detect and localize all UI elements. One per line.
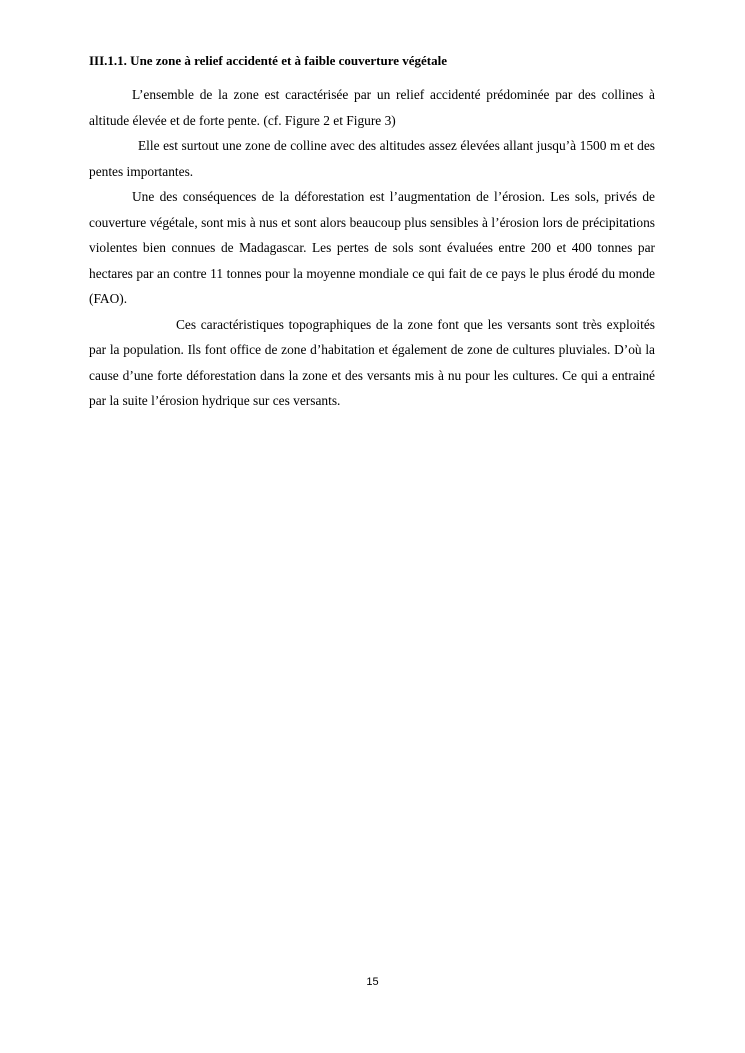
paragraph-relief: L’ensemble de la zone est caractérisée par un relief accidenté prédominée par des collines à altitude élevée et de forte pente. (cf. Figure 2 et Figure 3) [89,87,655,128]
paragraph-topography: Ces caractéristiques topographiques de la zone font que les versants sont très exploités par la population. Ils font office de zone d’habitation et également de zone de cultures pluviales. D’où la cause d’une forte déforestation dans la zone et des versants mis à nu pour les cultures. Ce qui a entrainé par la suite l’érosion hydrique sur ces versants. [89,316,655,408]
paragraph-altitude: Elle est surtout une zone de colline avec des altitudes assez élevées allant jusqu’à 1500 m et des pentes importantes. [89,138,655,179]
section-heading: III.1.1. Une zone à relief accidenté et à faible couverture végétale [89,53,448,68]
page-content [89,52,655,414]
page-number: 15 [366,976,379,988]
paragraph-erosion: Une des conséquences de la déforestation est l’augmentation de l’érosion. Les sols, privés de couverture végétale, sont mis à nus et sont alors beaucoup plus sensibles à l’érosion lors de précipitations violentes bien connues de Madagascar. Les pertes de sols sont évaluées entre 200 et 400 tonnes par hectares par an contre 11 tonnes pour la moyenne mondiale ce qui fait de ce pays le plus érodé du monde (FAO). [89,189,655,306]
